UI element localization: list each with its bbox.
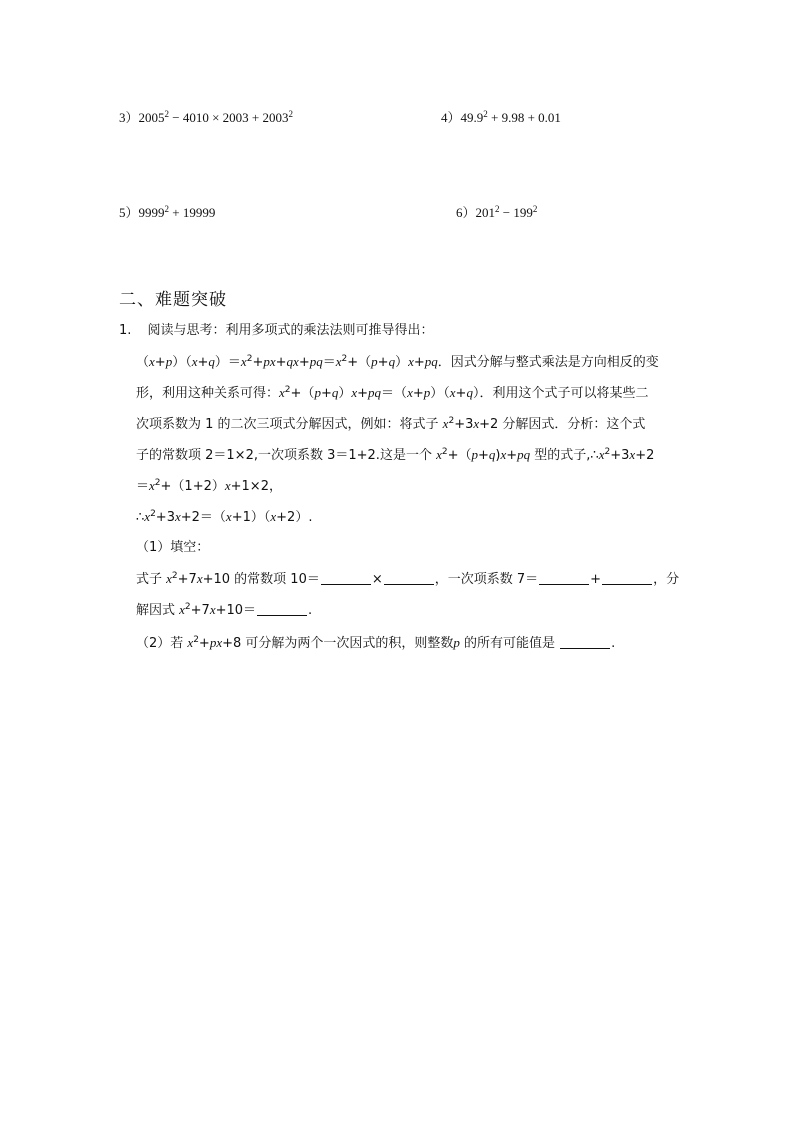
question-number: 1. <box>119 323 132 338</box>
answer-blank-addend-1[interactable] <box>539 572 589 585</box>
question-intro: 1. 阅读与思考：利用多项式的乘法法则可推导得出： <box>119 323 434 338</box>
text-line-10: 解因式 $x^2+7x+10=$ . <box>136 602 313 618</box>
answer-blank-factorization[interactable] <box>257 603 307 616</box>
text-line-7: $\therefore x^2+3x+2=(x+1)(x+2)$. <box>136 509 313 525</box>
text-line-9: 式子 $x^2+7x+10$ 的常数项 10＝ × ，一次项系数 7＝ + ，分 <box>136 571 680 587</box>
text-line-4: 次项系数为 1 的二次三项式分解因式，例如：将式子 $x^2+3x+2$ 分解因式．分析：这个式 <box>136 416 646 432</box>
text-line-6: $=x^2+(1+2)x+1\times 2$， <box>136 478 282 494</box>
problem-5: $5)9999^2 + 19999$ <box>119 204 216 220</box>
text-line-11: （2）若 $x^2+px+8$ 可分解为两个一次因式的积，则整数p 的所有可能值是 . <box>136 635 616 651</box>
text-line-3: 形，利用这种关系可得：$x^2+(p+q)x+pq=(x+p)(x+q)$．利用这个式子可以将某些二 <box>136 385 649 401</box>
text-line-2: $(x+p)(x+q)=x^2+px+qx+pq=x^2+(p+q)x+pq$．因式分解与整式乘法是方向相反的变 <box>136 354 659 370</box>
section-title: 二、难题突破 <box>119 290 227 310</box>
answer-blank-factor-1[interactable] <box>321 572 371 585</box>
problem-3: $3)2005^2 - 4010 \times 2003 + 2003^2$ <box>119 109 294 125</box>
text-line-5: 子的常数项 2＝1×2,一次项系数 3＝1+2.这是一个 $x^2+(p+q)x+pq$ 型的式子$,\therefore x^2+3x+2$ <box>136 447 655 463</box>
part-1-label: （1）填空： <box>136 540 210 555</box>
answer-blank-addend-2[interactable] <box>602 572 652 585</box>
answer-blank-p-values[interactable] <box>560 636 610 649</box>
answer-blank-factor-2[interactable] <box>384 572 434 585</box>
problem-6: $6)201^2 - 199^2$ <box>456 204 538 220</box>
problem-4: $4)49.9^2 + 9.98 + 0.01$ <box>441 109 561 125</box>
